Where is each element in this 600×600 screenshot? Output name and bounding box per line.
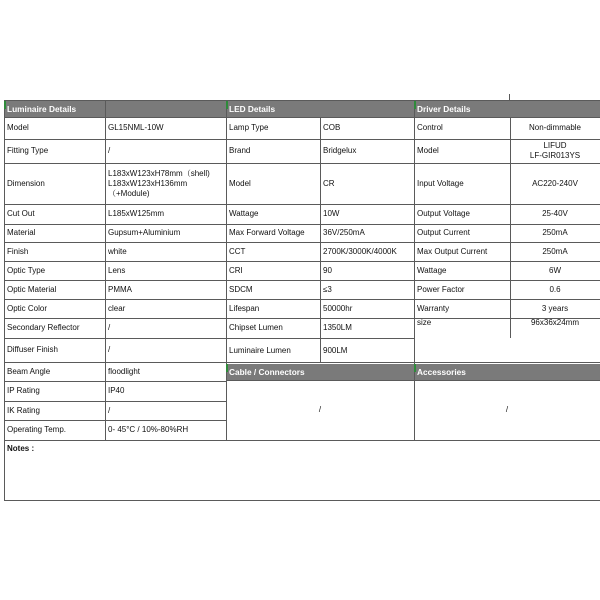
driver-label: Output Voltage <box>417 209 470 218</box>
led-value: ≤3 <box>323 284 332 294</box>
luminaire-label: Fitting Type <box>7 146 49 155</box>
led-value: 900LM <box>323 346 348 355</box>
grid-line <box>414 242 600 243</box>
luminaire-value: / <box>108 405 111 415</box>
cell-marker <box>226 101 228 109</box>
grid-line <box>414 163 600 164</box>
led-label: Luminaire Lumen <box>229 346 291 355</box>
grid-line <box>4 261 226 262</box>
grid-line <box>4 381 226 382</box>
luminaire-label: Model <box>7 123 29 132</box>
grid-line <box>4 224 226 225</box>
led-value: 2700K/3000K/4000K <box>323 246 397 256</box>
grid-line <box>4 318 226 319</box>
luminaire-value: GL15NML-10W <box>108 123 164 132</box>
luminaire-value: / <box>108 345 111 354</box>
grid-line <box>414 261 600 262</box>
accessories-value: / <box>505 405 509 414</box>
led-value: CR <box>323 178 335 188</box>
luminaire-value: Gupsum+Aluminium <box>108 228 181 237</box>
header-led-details: LED Details <box>226 101 414 117</box>
grid-line <box>414 204 600 205</box>
grid-line <box>320 117 321 362</box>
grid-line <box>414 299 600 300</box>
cell-marker <box>414 101 416 109</box>
luminaire-label: Material <box>7 228 36 237</box>
driver-value: 0.6 <box>549 284 561 294</box>
luminaire-value-line: L183xW123xH136mm <box>108 178 188 188</box>
grid-line <box>414 280 600 281</box>
led-value: 90 <box>323 265 332 275</box>
grid-line <box>414 100 415 440</box>
driver-value: 3 years <box>541 303 569 313</box>
grid-line <box>4 242 226 243</box>
led-label: Model <box>229 178 251 188</box>
grid-line <box>4 163 226 164</box>
led-label: Lifespan <box>229 303 260 313</box>
grid-line <box>105 100 106 440</box>
notes-label: Notes : <box>7 444 35 453</box>
header-driver-details: Driver Details <box>414 101 600 117</box>
grid-line <box>4 362 226 363</box>
luminaire-value: IP40 <box>108 386 125 395</box>
grid-line <box>4 338 226 339</box>
driver-value: 25-40V <box>542 209 568 218</box>
driver-label: Power Factor <box>417 284 465 294</box>
grid-line <box>4 204 226 205</box>
led-value: 50000hr <box>323 303 353 313</box>
grid-line <box>414 224 600 225</box>
header-cable-connectors: Cable / Connectors <box>226 364 414 380</box>
luminaire-value: / <box>108 323 111 332</box>
cell-marker <box>4 101 6 109</box>
luminaire-label: Optic Material <box>7 284 57 294</box>
cable-connectors-value: / <box>318 405 322 414</box>
led-value: COB <box>323 123 341 132</box>
driver-value: AC220-240V <box>532 178 578 188</box>
luminaire-label: Diffuser Finish <box>7 345 58 354</box>
luminaire-label: Operating Temp. <box>7 425 66 434</box>
luminaire-value: white <box>108 246 127 256</box>
led-label: SDCM <box>229 284 253 294</box>
luminaire-value: Lens <box>108 265 126 275</box>
header-luminaire-details: Luminaire Details <box>4 101 105 117</box>
luminaire-label: IK Rating <box>7 405 40 415</box>
grid-line <box>4 440 226 441</box>
led-label: Wattage <box>229 209 259 218</box>
driver-label: Control <box>417 123 443 132</box>
grid-line <box>4 280 226 281</box>
luminaire-value-line: L183xW123xH78mm（shell) <box>108 168 210 178</box>
luminaire-label: IP Rating <box>7 386 40 395</box>
led-value: 1350LM <box>323 323 352 332</box>
driver-label: Output Current <box>417 228 470 237</box>
luminaire-label: Dimension <box>7 178 45 188</box>
driver-value: 6W <box>549 265 561 275</box>
led-value: 36V/250mA <box>323 228 365 237</box>
cell-marker <box>226 364 228 372</box>
driver-label: Model <box>417 146 439 155</box>
led-label: Brand <box>229 146 251 155</box>
luminaire-value-line: （+Module) <box>108 188 150 198</box>
grid-line <box>4 139 226 140</box>
header-spacer <box>105 101 226 117</box>
driver-label: Max Output Current <box>417 246 488 256</box>
luminaire-label: Secondary Reflector <box>7 323 80 332</box>
led-label: Lamp Type <box>229 123 269 132</box>
grid-line <box>4 117 600 118</box>
driver-label: Warranty <box>417 303 450 313</box>
header-accessories: Accessories <box>414 364 600 380</box>
grid-line <box>4 299 226 300</box>
led-value: Bridgelux <box>323 146 357 155</box>
led-label: CRI <box>229 265 243 275</box>
driver-label: Input Voltage <box>417 178 464 188</box>
led-label: Chipset Lumen <box>229 323 283 332</box>
led-label: Max Forward Voltage <box>229 228 305 237</box>
grid-line <box>4 500 600 501</box>
led-label: CCT <box>229 246 246 256</box>
driver-value-line: LIFUD <box>543 141 567 150</box>
driver-value: 250mA <box>542 228 568 237</box>
driver-value: 250mA <box>542 246 568 256</box>
grid-line <box>414 318 600 319</box>
grid-line <box>414 139 600 140</box>
luminaire-label: Cut Out <box>7 209 35 218</box>
luminaire-label: Optic Type <box>7 265 46 275</box>
luminaire-value: PMMA <box>108 284 132 294</box>
led-value: 10W <box>323 209 340 218</box>
luminaire-value <box>105 163 226 204</box>
grid-line <box>4 401 226 402</box>
grid-line <box>4 100 5 500</box>
driver-label: Wattage <box>417 265 447 275</box>
driver-label: size <box>417 318 432 327</box>
luminaire-value: floodlight <box>108 366 141 376</box>
luminaire-value: 0- 45°C / 10%-80%RH <box>108 425 189 434</box>
grid-line <box>4 100 600 101</box>
luminaire-label: Optic Color <box>7 303 48 313</box>
luminaire-value: L185xW125mm <box>108 209 165 218</box>
luminaire-label: Finish <box>7 246 29 256</box>
luminaire-value: / <box>108 146 111 155</box>
luminaire-label: Beam Angle <box>7 366 51 376</box>
grid-line <box>226 100 227 440</box>
driver-value <box>510 139 600 163</box>
grid-line <box>4 420 226 421</box>
driver-value-line: LF-GIR013YS <box>529 151 581 160</box>
grid-line <box>509 94 510 101</box>
grid-line <box>510 117 511 338</box>
driver-value: Non-dimmable <box>528 123 582 132</box>
driver-value: 96x36x24mm <box>530 318 580 327</box>
luminaire-value: clear <box>108 303 126 313</box>
cell-marker <box>414 364 416 372</box>
